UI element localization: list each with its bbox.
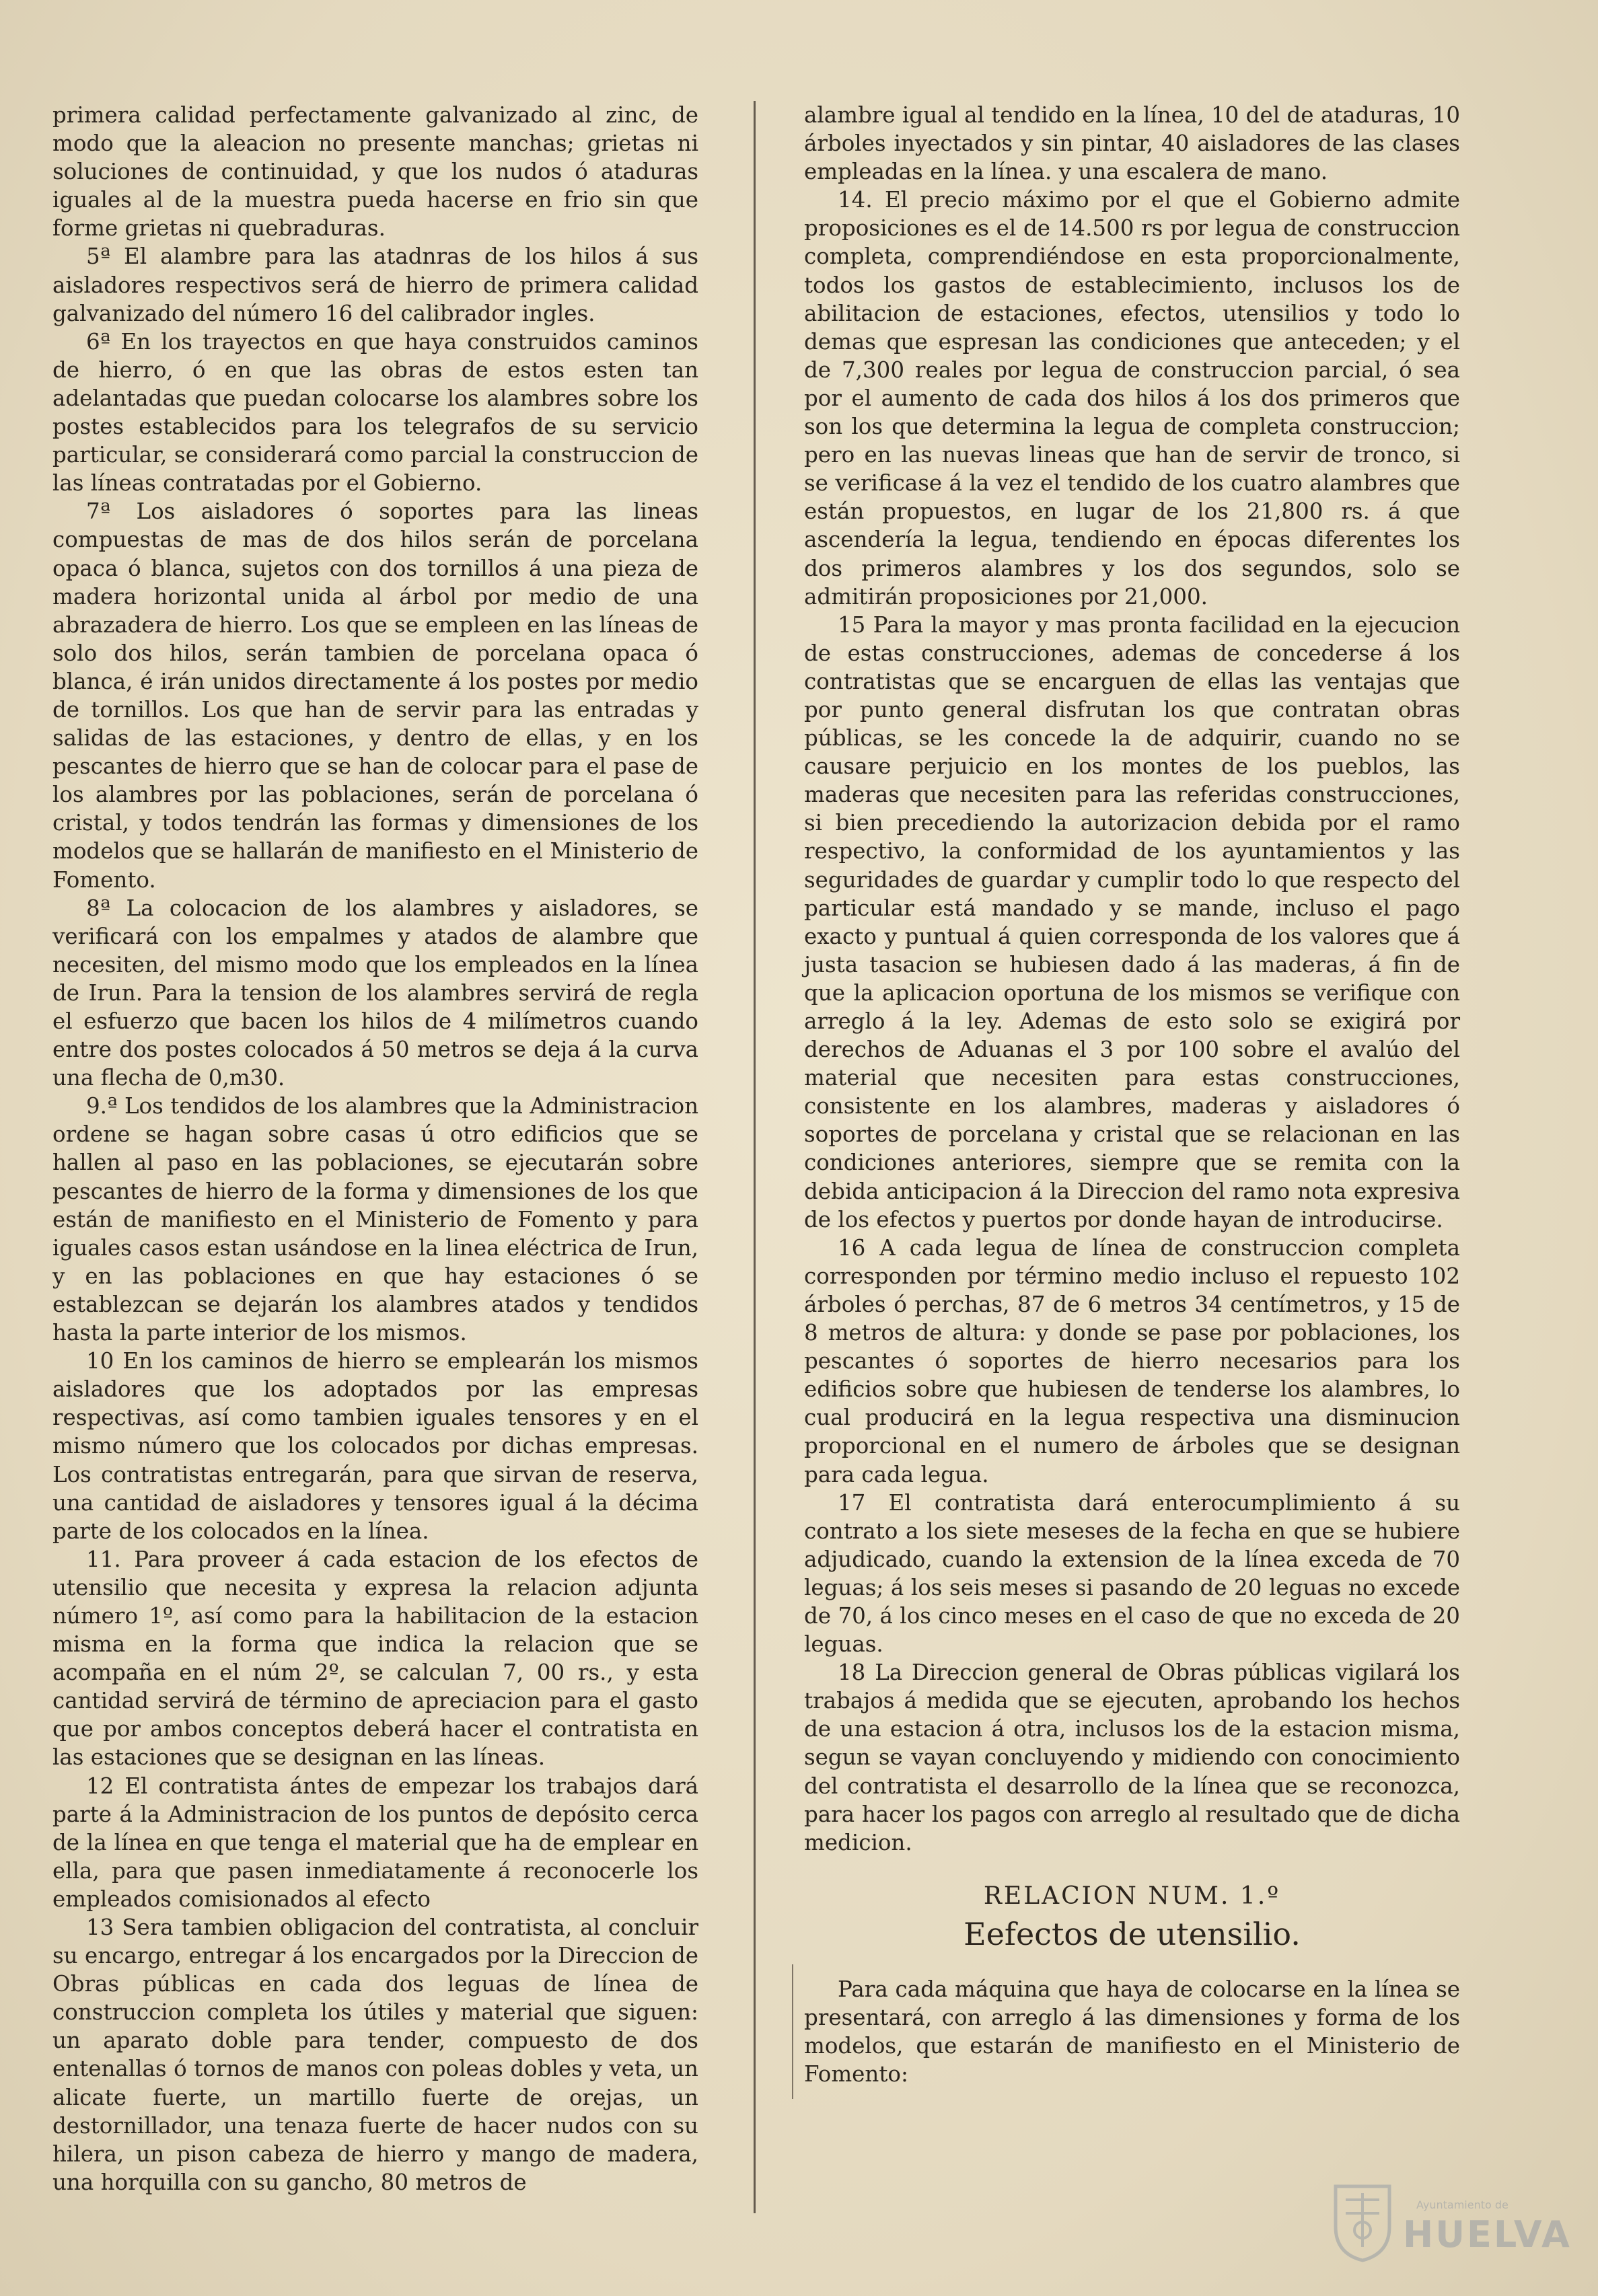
paragraph-continuation: primera calidad perfectamente galvanizado al zinc, de modo que la aleacion no presente manchas; grietas ni soluciones de continuidad, y que los nudos ó ataduras iguales al de la muestra pueda hacerse en frio sin que forme grietas ni quebraduras. (52, 102, 698, 242)
watermark-subtext: Ayuntamiento de (1416, 2198, 1509, 2211)
paragraph-6: 6ª En los trayectos en que haya construidos caminos de hierro, ó en que las obras de estos esten tan adelantadas que puedan colocarse los alambres sobre los postes establecidos para los telegrafos de su servicio particular, se considerará como parcial la construccion de las líneas contratadas por el Gobierno. (52, 328, 698, 496)
paragraph-15: 15 Para la mayor y mas pronta facilidad en la ejecucion de estas construcciones, ademas de concederse á los contratistas que se encarguen de ellas las ventajas que por punto general disfrutan los que contratan obras públicas, se les concede la de adquirir, cuando no se causare perjuicio en los montes de los pueblos, las maderas que necesiten para las referidas construcciones, si bien precediendo la autorizacion debida por el ramo respectivo, la conformidad de los ayuntamientos y las seguridades de guardar y cumplir todo lo que respecto del particular está mandado y se mande, incluso el pago exacto y puntual á quien corresponda de los valores que á justa tasacion se hubiesen dado á las maderas, á fin de que la aplicacion oportuna de los mismos se verifique con arreglo á la ley. Ademas de esto solo se exigirá por derechos de Aduanas el 3 por 100 sobre el avalúo del material que necesiten para estas construcciones, consistente en los alambres, maderas y aisladores ó soportes de porcelana y cristal que se relacionan en las condiciones anteriores, siempre que se remita con la debida anticipacion á la Direccion del ramo nota expresiva de los efectos y puertos por donde hayan de introducirse. (804, 612, 1460, 1232)
paragraph-13-continuation: alambre igual al tendido en la línea, 10 del de ataduras, 10 árboles inyectados y sin pintar, 40 aisladores de las clases empleadas en la línea. y una escalera de mano. (804, 102, 1460, 185)
watermark-text: HUELVA (1403, 2213, 1572, 2256)
paragraph-18: 18 La Direccion general de Obras públicas vigilará los trabajos á medida que se ejecuten, aprobando los hechos de una estacion á otra, inclusos los de la estacion misma, segun se vayan concluyendo y midiendo con conocimiento del contratista el desarrollo de la línea que se reconozca, para hacer los pagos con arreglo al resultado que de dicha medicion. (804, 1660, 1460, 1855)
left-column (52, 101, 698, 2196)
closing-paragraph: Para cada máquina que haya de colocarse en la línea se presentará, con arreglo á las dimensiones y forma de los modelos, que estarán de manifiesto en el Ministerio de Fomento: (804, 1976, 1460, 2087)
paragraph-8: 8ª La colocacion de los alambres y aisladores, se verificará con los empalmes y atados de alambre que necesiten, del mismo modo que los empleados en la línea de Irun. Para la tension de los alambres servirá de regla el esfuerzo que bacen los hilos de 4 milímetros cuando entre dos postes colocados á 50 metros se deja á la curva una flecha de 0,m30. (52, 895, 698, 1091)
paragraph-11: 11. Para proveer á cada estacion de los efectos de utensilio que necesita y expresa la relacion adjunta número 1º, así como para la habilitacion de la estacion misma en la forma que indica la relacion que se acompaña en el núm 2º, se calculan 7, 00 rs., y esta cantidad servirá de término de apreciacion para el gasto que por ambos conceptos deberá hacer el contratista en las estaciones que se designan en las líneas. (52, 1546, 698, 1771)
right-column (804, 101, 1460, 2088)
paragraph-7: 7ª Los aisladores ó soportes para las lineas compuestas de mas de dos hilos serán de porcelana opaca ó blanca, sujetos con dos tornillos á una pieza de madera horizontal unida al árbol por medio de una abrazadera de hierro. Los que se empleen en las líneas de solo dos hilos, serán tambien de porcelana opaca ó blanca, é irán unidos directamente á los postes por medio de tornillos. Los que han de servir para las entradas y salidas de las estaciones, y dentro de ellas, y en los pescantes de hierro que se han de colocar para el pase de los alambres por las poblaciones, serán de porcelana ó cristal, y todos tendrán las formas y dimensiones de los modelos que se hallarán de manifiesto en el Ministerio de Fomento. (52, 498, 698, 893)
paragraph-5: 5ª El alambre para las atadnras de los hilos á sus aisladores respectivos será de hierro de primera calidad galvanizado del número 16 del calibrador ingles. (52, 244, 698, 326)
column-divider (754, 101, 756, 2213)
paragraph-9: 9.ª Los tendidos de los alambres que la Administracion ordene se hagan sobre casas ú otro edificios que se hallen al paso en las poblaciones, se ejecutarán sobre pescantes de hierro de la forma y dimensiones de los que están de manifiesto en el Ministerio de Fomento y para iguales casos estan usándose en la linea eléctrica de Irun, y en las poblaciones en que hay estaciones ó se establezcan se dejarán los alambres atados y tendidos hasta la parte interior de los mismos. (52, 1093, 698, 1346)
paragraph-17: 17 El contratista dará enterocumplimiento á su contrato a los siete meseses de la fecha en que se hubiere adjudicado, cuando la extension de la línea exceda de 70 leguas; á los seis meses si pasando de 20 leguas no excede de 70, á los cinco meses en el caso de que no exceda de 20 leguas. (804, 1489, 1460, 1658)
paragraph-10: 10 En los caminos de hierro se emplearán los mismos aisladores que los adoptados por las empresas respectivas, así como tambien iguales tensores y en el mismo número que los colocados por dichas empresas. Los contratistas entregarán, para que sirvan de reserva, una cantidad de aisladores y tensores igual á la décima parte de los colocados en la línea. (52, 1348, 698, 1544)
paragraph-16: 16 A cada legua de línea de construccion completa corresponden por término medio incluso el repuesto 102 árboles ó perchas, 87 de 6 metros 34 centímetros, y 15 de 8 metros de altura: y donde se pase por poblaciones, los pescantes ó soportes de hierro necesarios para los edificios sobre que hubiesen de tenderse los alambres, lo cual producirá en la legua respectiva una disminucion proporcional en el numero de árboles que se designan para cada legua. (804, 1234, 1460, 1487)
relacion-heading: RELACION NUM. 1.º (983, 1882, 1281, 1910)
paragraph-14: 14. El precio máximo por el que el Gobierno admite proposiciones es el de 14.500 rs por legua de construccion completa, comprendiéndose en esta proporcionalmente, todos los gastos de establecimiento, inclusos los de abilitacion de estaciones, efectos, utensilios y todo lo demas que espresan las condiciones que anteceden; y el de 7,300 reales por legua de construccion parcial, ó sea por el aumento de cada dos hilos á los dos primeros que son los que determina la legua de completa construccion; pero en las nuevas lineas que han de servir de tronco, si se verificase á la vez el tendido de los cuatro alambres que están propuestos, en lugar de los 21,800 rs. á que ascendería la legua, tendiendo en épocas diferentes los dos primeros alambres y los dos segundos, solo se admitirán proposiciones por 21,000. (804, 187, 1460, 609)
paragraph-13: 13 Sera tambien obligacion del contratista, al concluir su encargo, entregar á los encargados por la Direccion de Obras públicas en cada dos leguas de línea de construccion completa los útiles y material que siguen: un aparato doble para tender, compuesto de dos entenallas ó tornos de manos con poleas dobles y veta, un alicate fuerte, un martillo fuerte de orejas, un destornillador, una tenaza fuerte de hacer nudos con su hilera, un pison cabeza de hierro y mango de madera, una horquilla con su gancho, 80 metros de (52, 1915, 698, 2195)
coat-of-arms-icon (1329, 2180, 1396, 2264)
efectos-heading: Eefectos de utensilio. (964, 1915, 1301, 1952)
column-divider-short (792, 1964, 793, 2099)
archive-watermark (1315, 2173, 1598, 2274)
paragraph-12: 12 El contratista ántes de empezar los trabajos dará parte á la Administracion de los puntos de depósito cerca de la línea en que tenga el material que ha de emplear en ella, para que pasen inmediatamente á reconocerle los empleados comisionados al efecto (52, 1773, 698, 1912)
